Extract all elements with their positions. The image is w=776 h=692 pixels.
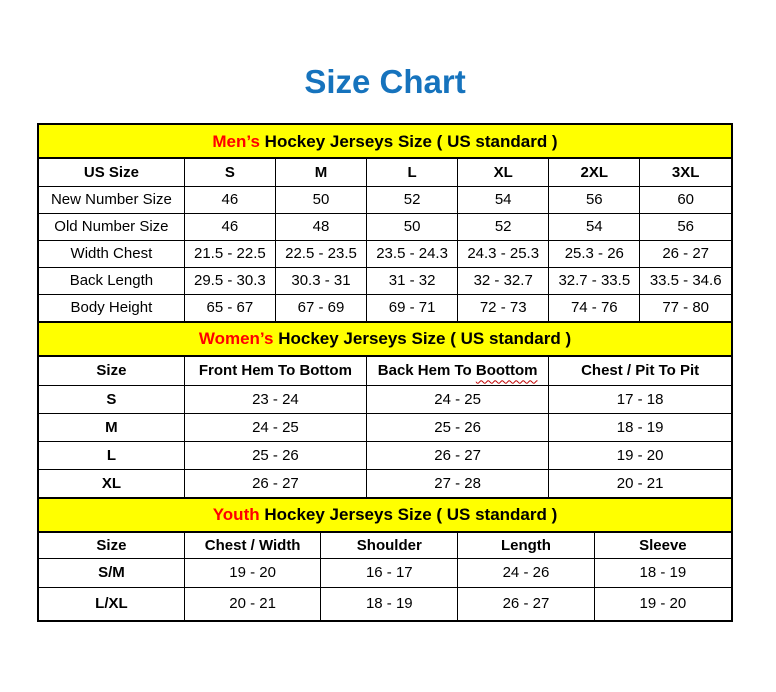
size-value-cell: 72 - 73 — [458, 294, 549, 321]
column-header: L — [367, 159, 458, 186]
table-row — [39, 385, 731, 413]
column-header: XL — [458, 159, 549, 186]
size-value-cell: 54 — [549, 213, 640, 240]
size-value-cell: 21.5 - 22.5 — [184, 240, 275, 267]
column-header: US Size — [39, 159, 184, 186]
size-value-cell: 52 — [458, 213, 549, 240]
column-header: S — [184, 159, 275, 186]
size-value-cell: 20 - 21 — [184, 587, 321, 620]
row-label: Back Length — [39, 267, 184, 294]
column-header: Chest / Pit To Pit — [549, 357, 731, 385]
size-value-cell: 19 - 20 — [549, 441, 731, 469]
row-label: Body Height — [39, 294, 184, 321]
table-row — [39, 587, 731, 620]
size-value-cell: 65 - 67 — [184, 294, 275, 321]
size-value-cell: 30.3 - 31 — [275, 267, 366, 294]
size-value-cell: 60 — [640, 186, 731, 213]
size-value-cell: 25 - 26 — [184, 441, 366, 469]
size-value-cell: 24 - 25 — [184, 413, 366, 441]
column-header: Chest / Width — [184, 533, 321, 558]
size-value-cell: 17 - 18 — [549, 385, 731, 413]
men-header-row — [39, 159, 731, 186]
women-section-banner — [39, 321, 731, 357]
women-header-row — [39, 357, 731, 385]
men-section-banner — [39, 125, 731, 159]
size-value-cell: 24.3 - 25.3 — [458, 240, 549, 267]
size-value-cell: 31 - 32 — [367, 267, 458, 294]
size-value-cell: 50 — [367, 213, 458, 240]
men-size-table — [39, 159, 731, 321]
size-value-cell: 20 - 21 — [549, 469, 731, 497]
youth-size-table — [39, 533, 731, 620]
column-header: Front Hem To Bottom — [184, 357, 366, 385]
column-header: M — [275, 159, 366, 186]
row-label: L — [39, 441, 184, 469]
size-value-cell: 27 - 28 — [367, 469, 549, 497]
column-header: 2XL — [549, 159, 640, 186]
table-row — [39, 558, 731, 587]
size-value-cell: 54 — [458, 186, 549, 213]
size-value-cell: 50 — [275, 186, 366, 213]
column-header: Sleeve — [594, 533, 731, 558]
size-chart-tables — [37, 123, 733, 622]
table-row — [39, 294, 731, 321]
size-value-cell: 32.7 - 33.5 — [549, 267, 640, 294]
size-value-cell: 56 — [549, 186, 640, 213]
row-label: S — [39, 385, 184, 413]
column-header: Shoulder — [321, 533, 458, 558]
size-value-cell: 77 - 80 — [640, 294, 731, 321]
size-value-cell: 16 - 17 — [321, 558, 458, 587]
table-row — [39, 469, 731, 497]
size-value-cell: 18 - 19 — [549, 413, 731, 441]
size-value-cell: 48 — [275, 213, 366, 240]
size-value-cell: 69 - 71 — [367, 294, 458, 321]
page-title: Size Chart — [304, 63, 466, 100]
row-label: L/XL — [39, 587, 184, 620]
size-value-cell: 74 - 76 — [549, 294, 640, 321]
size-value-cell: 26 - 27 — [458, 587, 595, 620]
column-header-text: Back Hem To — [377, 362, 472, 380]
banner-text: Hockey Jerseys Size ( US standard ) — [278, 329, 572, 348]
banner-highlight: Men’s — [212, 132, 260, 151]
size-value-cell: 19 - 20 — [184, 558, 321, 587]
size-value-cell: 46 — [184, 213, 275, 240]
column-header: 3XL — [640, 159, 731, 186]
size-value-cell: 25 - 26 — [367, 413, 549, 441]
size-value-cell: 33.5 - 34.6 — [640, 267, 731, 294]
column-header: Length — [458, 533, 595, 558]
banner-highlight: Youth — [212, 505, 260, 524]
row-label: S/M — [39, 558, 184, 587]
row-label: M — [39, 413, 184, 441]
row-label: XL — [39, 469, 184, 497]
table-row — [39, 267, 731, 294]
women-size-table — [39, 357, 731, 497]
banner-text: Hockey Jerseys Size ( US standard ) — [264, 132, 558, 151]
youth-section-banner — [39, 497, 731, 533]
size-value-cell: 56 — [640, 213, 731, 240]
size-value-cell: 24 - 25 — [367, 385, 549, 413]
banner-text: Hockey Jerseys Size ( US standard ) — [264, 505, 558, 524]
size-value-cell: 32 - 32.7 — [458, 267, 549, 294]
size-value-cell: 26 - 27 — [640, 240, 731, 267]
size-value-cell: 25.3 - 26 — [549, 240, 640, 267]
banner-highlight: Women’s — [198, 329, 274, 348]
table-row — [39, 240, 731, 267]
size-value-cell: 19 - 20 — [594, 587, 731, 620]
size-value-cell: 23.5 - 24.3 — [367, 240, 458, 267]
size-value-cell: 18 - 19 — [321, 587, 458, 620]
row-label: Old Number Size — [39, 213, 184, 240]
size-value-cell: 29.5 - 30.3 — [184, 267, 275, 294]
size-value-cell: 67 - 69 — [275, 294, 366, 321]
size-value-cell: 46 — [184, 186, 275, 213]
table-row — [39, 413, 731, 441]
column-header — [367, 357, 549, 385]
column-header: Size — [39, 533, 184, 558]
table-row — [39, 441, 731, 469]
size-value-cell: 26 - 27 — [367, 441, 549, 469]
row-label: Width Chest — [39, 240, 184, 267]
size-value-cell: 24 - 26 — [458, 558, 595, 587]
table-row — [39, 186, 731, 213]
row-label: New Number Size — [39, 186, 184, 213]
table-row — [39, 213, 731, 240]
youth-header-row — [39, 533, 731, 558]
column-header: Size — [39, 357, 184, 385]
size-value-cell: 26 - 27 — [184, 469, 366, 497]
size-value-cell: 18 - 19 — [594, 558, 731, 587]
size-value-cell: 23 - 24 — [184, 385, 366, 413]
size-value-cell: 52 — [367, 186, 458, 213]
misspelled-word: Boottom — [475, 362, 538, 380]
size-value-cell: 22.5 - 23.5 — [275, 240, 366, 267]
